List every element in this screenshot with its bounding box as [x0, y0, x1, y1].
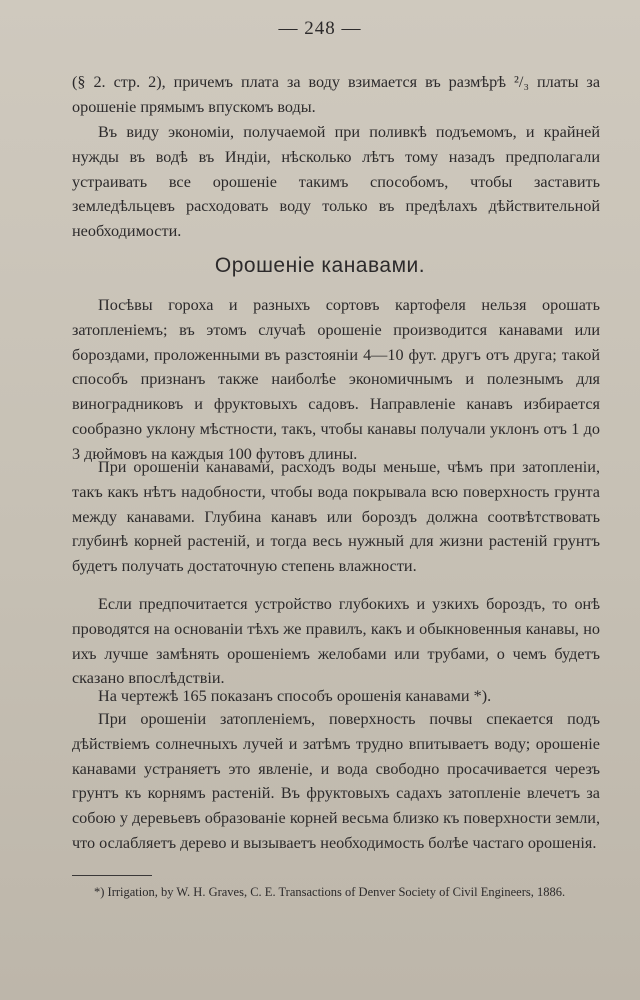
footnote-rule [72, 875, 152, 876]
footnote: *) Irrigation, by W. H. Graves, C. E. Transactions of Denver Society of Civil Engineers, 1886. [94, 885, 566, 899]
paragraph-peas-potatoes: Посѣвы гороха и разныхъ сортовъ картофеля нельзя орошать затопленіемъ; въ этомъ случаѣ орошеніе производится канавами или бороздами, проложенными въ разстояніи 4—10 фут. другъ отъ друга; такой способъ признанъ также наиболѣе экономичнымъ и полезнымъ для виноградниковъ и фруктовыхъ садовъ. Направленіе канавъ избирается сообразно уклону мѣстности, такъ, чтобы канавы получали уклонъ отъ 1 до 3 дюймовъ на каждыя 100 футовъ длины. [72, 296, 600, 463]
paragraph-flooding-soil: При орошеніи затопленіемъ, поверхность почвы спекается подъ дѣйствіемъ солнечныхъ лучей и затѣмъ трудно впитываетъ воду; орошеніе канавами устраняетъ это явленіе, и вода свободно просачивается черезъ грунтъ къ корнямъ растеній. Въ фруктовыхъ садахъ затопленіе влечетъ за собою у деревьевъ образованіе корней весьма близко къ поверхности земли, что ослабляетъ дерево и вызываетъ необходимость болѣе частаго орошенія. [72, 710, 600, 852]
section-heading: Орошеніе канавами. [214, 254, 426, 277]
paragraph-deep-furrows: Если предпочитается устройство глубокихъ и узкихъ бороздъ, то онѣ проводятся на основаніи тѣхъ же правилъ, какъ и обыкновенныя канавы, но ихъ лучше замѣнять орошеніемъ желобами или трубами, о чемъ будетъ сказано впослѣдствіи. [72, 595, 600, 688]
paragraph-india-economy: Въ виду экономіи, получаемой при поливкѣ подъемомъ, и крайней нужды въ водѣ въ Индіи, нѣсколько лѣтъ тому назадъ предполагали устраивать все орошеніе такимъ способомъ, чтобы заставить земледѣльцевъ расходовать воду только въ предѣлахъ дѣйствительной необходимости. [72, 123, 600, 241]
paragraph-water-consumption: При орошеніи канавами, расходъ воды меньше, чѣмъ при затопленіи, такъ какъ нѣтъ надобности, чтобы вода покрывала всю поверхность грунта между канавами. Глубина канавъ или бороздъ должна соотвѣтствовать глубинѣ корней растеній, и тогда весь нужный для жизни растеній грунтъ будетъ получать достаточную степень влажности. [72, 458, 600, 576]
page-number: — 248 — [278, 18, 362, 39]
paragraph-drawing-reference: На чертежѣ 165 показанъ способъ орошенія канавами *). [98, 687, 492, 705]
paragraph-continuation: (§ 2. стр. 2), причемъ плата за воду взимается въ размѣрѣ ²/₃ платы за орошеніе прямымъ впускомъ воды. [72, 73, 600, 116]
